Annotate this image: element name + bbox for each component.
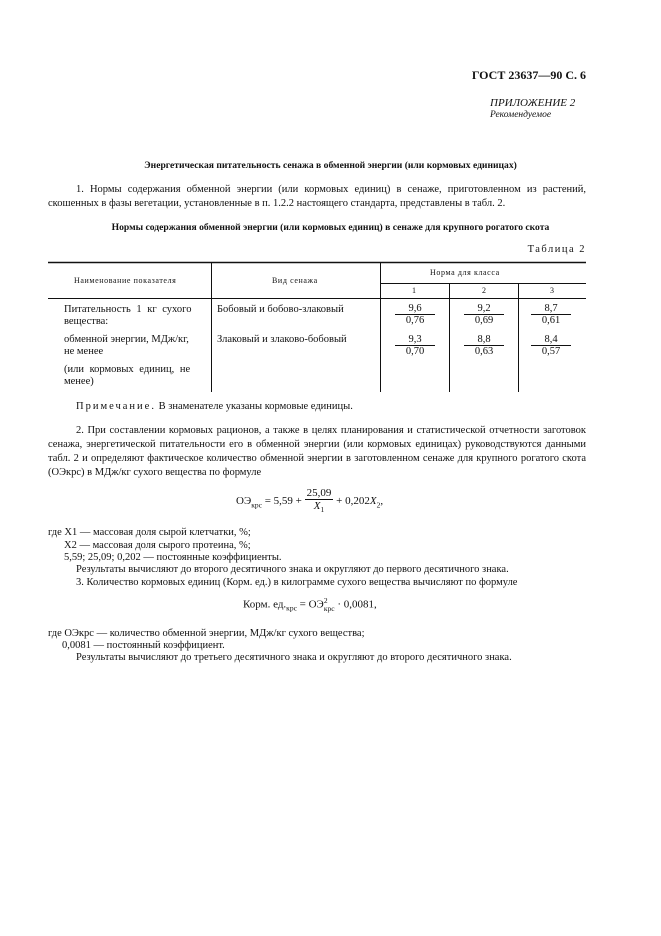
note-text: В знаменателе указаны кормовые единицы. [155, 401, 353, 412]
legend-line: Результаты вычисляют до второго десятичного знака и округляют до первого десятичного знака. [76, 564, 509, 575]
indicator-line: не менее [64, 346, 104, 357]
column-header-class-1: 1 [412, 286, 417, 295]
table-label: Таблица 2 [527, 244, 586, 255]
legend-line: 5,59; 25,09; 0,202 — постоянные коэффициенты. [64, 552, 282, 563]
indicator-line: менее) [64, 376, 94, 387]
section-title: Энергетическая питательность сенажа в обменной энергии (или кормовых единицах) [144, 160, 517, 171]
column-header-class-2: 2 [482, 286, 487, 295]
formula-feed-units: Корм. $ед._{крс}$ = ОЭ 2 крс · 0,0081, [243, 596, 377, 613]
column-header-type: Вид сенажа [272, 276, 318, 285]
table-cell-value: $\frac{9,6}{0,76}$ [395, 303, 435, 326]
column-header-indicator: Наименование показателя [74, 276, 177, 285]
indicator-line: Питательность 1 кг сухого [64, 304, 192, 315]
table-cell-value: $\frac{9,2}{0,69}$ [464, 303, 504, 326]
table-title: Нормы содержания обменной энергии (или кормовых единиц) в сенаже для крупного рогатого скота [111, 222, 550, 233]
table-cell-value: $\frac{9,3}{0,70}$ [395, 334, 435, 357]
table-cell-value: $\frac{8,4}{0,57}$ [531, 334, 571, 357]
indicator-line: (или кормовых единиц, не [64, 364, 191, 375]
column-header-class-3: 3 [550, 286, 555, 295]
legend-line: где X1 — массовая доля сырой клетчатки, %; [48, 527, 251, 538]
legend-line: Результаты вычисляют до третьего десятичного знака и округляют до второго десятичного знака. [76, 652, 512, 663]
table-note [76, 401, 353, 412]
indicator-line: обменной энергии, МДж/кг, [64, 334, 189, 345]
table-cell-value: $\frac{8,8}{0,63}$ [464, 334, 504, 357]
legend-line: X2 — массовая доля сырого протеина, %; [64, 540, 251, 551]
table-row-type: Злаковый и злаково-бобовый [217, 334, 347, 345]
legend-line: 0,0081 — постоянный коэффициент. [62, 640, 225, 651]
appendix-subtitle: Рекомендуемое [490, 110, 552, 120]
paragraph-3: 3. Количество кормовых единиц (Корм. ед.) в килограмме сухого вещества вычисляют по формуле [76, 577, 518, 588]
document-code: ГОСТ 23637—90 С. 6 [471, 68, 586, 82]
legend-line: где ОЭкрс — количество обменной энергии, МДж/кг сухого вещества; [48, 628, 365, 639]
table-cell-value: $\frac{8,7}{0,61}$ [531, 303, 571, 326]
column-header-norm: Норма для класса [430, 268, 500, 277]
formula-exchange-energy: $ОЭ_{крс} = 5,59$ + $\frac{25,09}{X_1}$ + $0,202X_2$, [236, 487, 384, 515]
appendix-title: ПРИЛОЖЕНИЕ 2 [490, 97, 576, 109]
note-label: Примечание. [76, 401, 156, 412]
paragraph-1: 1. Нормы содержания обменной энергии (или кормовых единиц) в сенаже, приготовленном из растений, скошенных в фазы вегетации, установленные в п. 1.2.2 настоящего стандарта, представлены в табл. 2. [48, 184, 586, 209]
indicator-line: вещества: [64, 316, 109, 327]
paragraph-2: 2. При составлении кормовых рационов, а также в целях планирования и статистической отчетности заготовок сенажа, энергетической питательности его в обменной энергии (или кормовых единицах) руководствуются данными табл. 2 и определяют фактическое количество обменной энергии в заготовленном сенаже для крупного рогатого скота (ОЭкрс) в МДж/кг сухого вещества по формуле [48, 425, 586, 478]
table-row-type: Бобовый и бобово-злаковый [217, 304, 344, 315]
